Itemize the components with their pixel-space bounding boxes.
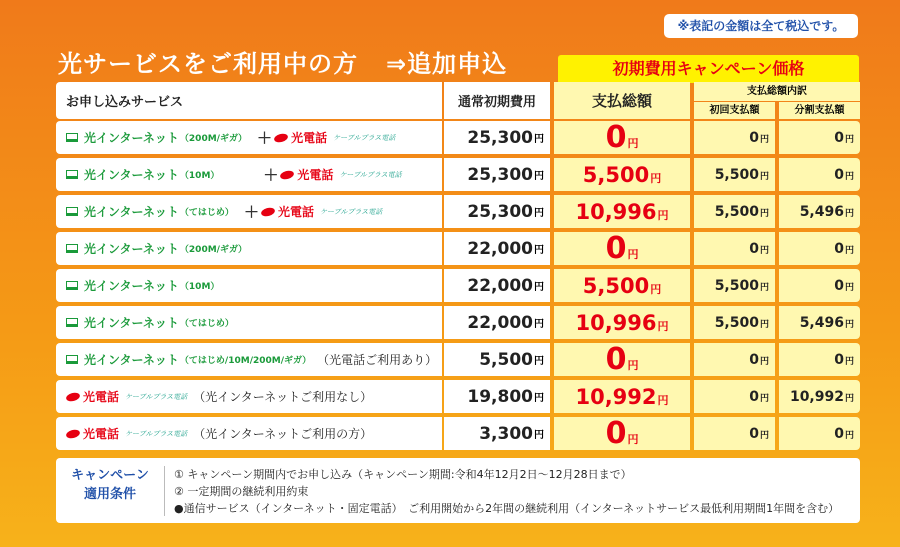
phone-logo-icon	[280, 169, 296, 180]
total-amount	[575, 385, 668, 409]
yen-unit: 円	[844, 430, 854, 441]
split-amount	[800, 315, 854, 331]
total-cell	[554, 380, 690, 413]
plus-sign: ＋	[263, 166, 279, 184]
split-value: 10,992	[789, 388, 844, 405]
split-cell	[779, 158, 860, 191]
total-value: 5,500	[582, 273, 650, 298]
net-spec: （10M）	[179, 282, 220, 292]
yen-unit: 円	[534, 134, 544, 145]
normal-fee-cell	[444, 121, 550, 154]
table-row	[56, 269, 860, 302]
normal-fee-value: 19,800	[467, 386, 533, 407]
net-service	[66, 166, 219, 183]
normal-fee-cell	[444, 343, 550, 376]
split-amount	[834, 241, 854, 257]
initial-amount	[749, 426, 769, 442]
tel-label: 光電話	[277, 205, 314, 219]
tel-label: 光電話	[291, 131, 328, 145]
total-cell	[554, 121, 690, 154]
page-title-main: 光サービスをご利用中の方	[58, 50, 358, 78]
yen-unit: 円	[759, 134, 769, 145]
split-value: 5,496	[799, 314, 844, 331]
total-cell	[554, 306, 690, 339]
normal-fee-cell	[444, 195, 550, 228]
initial-value: 5,500	[714, 277, 759, 294]
split-cell	[779, 232, 860, 265]
page-title-suffix: ⇒追加申込	[386, 50, 508, 78]
campaign-conditions	[56, 458, 860, 523]
computer-icon	[66, 318, 78, 327]
service-note: （光電話ご利用あり）	[317, 353, 438, 367]
total-cell	[554, 232, 690, 265]
normal-fee-value: 22,000	[467, 312, 533, 333]
initial-cell	[694, 380, 775, 413]
tel-label: 光電話	[297, 168, 334, 182]
split-amount	[834, 167, 854, 183]
total-value: 0	[605, 231, 627, 266]
split-cell	[779, 121, 860, 154]
cable-plus-label: ケーブルプラス電話	[319, 207, 383, 216]
split-value: 0	[834, 351, 844, 368]
computer-icon	[66, 133, 78, 142]
yen-unit: 円	[657, 208, 669, 222]
tel-service	[66, 425, 119, 442]
phone-logo-icon	[273, 132, 289, 143]
tel-label: 光電話	[83, 427, 120, 441]
plus-sign: ＋	[243, 203, 259, 221]
yen-unit: 円	[534, 208, 544, 219]
net-spec: （てはじめ/10M/200M/ギガ）	[179, 356, 312, 366]
computer-icon	[66, 170, 78, 179]
conditions-title-line2: 適用条件	[83, 487, 136, 502]
yen-unit: 円	[759, 171, 769, 182]
service-cell	[56, 195, 442, 228]
yen-unit: 円	[844, 356, 854, 367]
yen-unit: 円	[534, 319, 544, 330]
split-value: 5,496	[799, 203, 844, 220]
initial-value: 0	[749, 388, 759, 405]
total-cell	[554, 417, 690, 450]
yen-unit: 円	[657, 319, 669, 333]
total-amount	[606, 231, 639, 266]
yen-unit: 円	[844, 171, 854, 182]
service-note: （光インターネットご利用なし）	[193, 390, 373, 404]
split-cell	[779, 343, 860, 376]
initial-value: 0	[749, 351, 759, 368]
condition-2: ② 一定期間の継続利用約束	[174, 485, 309, 498]
net-label: 光インターネット	[84, 353, 179, 367]
campaign-banner: 初期費用キャンペーン価格	[558, 55, 859, 83]
initial-amount	[749, 130, 769, 146]
yen-unit: 円	[759, 356, 769, 367]
yen-unit: 円	[534, 171, 544, 182]
yen-unit: 円	[759, 208, 769, 219]
yen-unit: 円	[844, 245, 854, 256]
total-cell	[554, 158, 690, 191]
tax-note: ※表記の金額は全て税込です。	[664, 14, 858, 38]
yen-unit: 円	[627, 137, 639, 150]
net-label: 光インターネット	[84, 205, 179, 219]
total-value: 10,996	[575, 199, 657, 224]
net-spec: （10M）	[179, 171, 220, 181]
net-spec: （てはじめ）	[179, 319, 234, 329]
service-cell	[56, 269, 442, 302]
computer-icon	[66, 207, 78, 216]
table-header	[56, 82, 860, 119]
total-amount	[606, 416, 639, 451]
initial-amount	[749, 389, 769, 405]
yen-unit: 円	[657, 393, 669, 407]
table-row	[56, 380, 860, 413]
split-amount	[834, 352, 854, 368]
tel-label: 光電話	[83, 390, 120, 404]
yen-unit: 円	[650, 282, 662, 296]
yen-unit: 円	[844, 393, 854, 404]
total-amount	[583, 163, 661, 187]
phone-logo-icon	[65, 391, 81, 402]
total-cell	[554, 343, 690, 376]
yen-unit: 円	[627, 248, 639, 261]
total-amount	[606, 342, 639, 377]
normal-fee-cell	[444, 417, 550, 450]
yen-unit: 円	[759, 319, 769, 330]
initial-cell	[694, 306, 775, 339]
header-service: お申し込みサービス	[56, 82, 442, 119]
header-initial: 初回支払額	[694, 102, 775, 119]
cable-plus-label: ケーブルプラス電話	[125, 392, 188, 401]
service-cell	[56, 158, 442, 191]
total-value: 0	[605, 120, 627, 155]
service-note: （光インターネットご利用の方）	[193, 427, 373, 441]
initial-value: 0	[749, 129, 759, 146]
initial-amount	[715, 278, 769, 294]
table-row	[56, 232, 860, 265]
phone-logo-icon	[260, 206, 276, 217]
initial-value: 0	[749, 425, 759, 442]
header-split: 分割支払額	[779, 102, 860, 119]
tel-service	[66, 388, 119, 405]
plus-sign: ＋	[257, 129, 273, 147]
split-value: 0	[834, 240, 844, 257]
yen-unit: 円	[844, 282, 854, 293]
split-amount	[834, 278, 854, 294]
table-row	[56, 195, 860, 228]
split-amount	[790, 389, 854, 405]
tel-service	[274, 129, 327, 146]
header-total: 支払総額	[554, 82, 690, 119]
cable-plus-label: ケーブルプラス電話	[339, 170, 402, 179]
split-value: 0	[834, 425, 844, 442]
computer-icon	[66, 244, 78, 253]
initial-amount	[715, 315, 769, 331]
initial-value: 0	[749, 240, 759, 257]
net-spec: （200M/ギガ）	[179, 245, 248, 255]
net-label: 光インターネット	[84, 242, 179, 256]
total-amount	[583, 274, 661, 298]
table-row	[56, 343, 860, 376]
split-cell	[779, 380, 860, 413]
yen-unit: 円	[627, 359, 639, 372]
normal-fee-cell	[444, 269, 550, 302]
initial-cell	[694, 121, 775, 154]
total-value: 0	[605, 416, 627, 451]
total-value: 10,996	[575, 310, 657, 335]
split-amount	[800, 204, 854, 220]
net-label: 光インターネット	[84, 316, 179, 330]
normal-fee-cell	[444, 380, 550, 413]
initial-cell	[694, 158, 775, 191]
split-value: 0	[834, 129, 844, 146]
net-spec: （てはじめ）	[179, 208, 234, 218]
net-service	[66, 240, 247, 257]
conditions-title-line1: キャンペーン	[71, 468, 149, 483]
phone-logo-icon	[65, 428, 81, 439]
split-cell	[779, 195, 860, 228]
initial-cell	[694, 269, 775, 302]
net-service	[66, 314, 234, 331]
split-amount	[834, 130, 854, 146]
initial-cell	[694, 232, 775, 265]
header-normal-fee: 通常初期費用	[444, 82, 550, 119]
service-cell	[56, 380, 442, 413]
initial-value: 5,500	[714, 166, 759, 183]
tel-service	[261, 203, 314, 220]
normal-fee-value: 22,000	[467, 275, 533, 296]
condition-1: ① キャンペーン期間内でお申し込み（キャンペーン期間:令和4年12月2日〜12月28日まで）	[174, 468, 632, 481]
total-value: 5,500	[582, 162, 650, 187]
service-cell	[56, 232, 442, 265]
conditions-list	[174, 466, 839, 517]
page-title	[58, 44, 507, 79]
total-amount	[575, 311, 668, 335]
split-value: 0	[834, 277, 844, 294]
initial-amount	[715, 167, 769, 183]
service-cell	[56, 306, 442, 339]
net-spec: （200M/ギガ）	[179, 134, 248, 144]
yen-unit: 円	[534, 282, 544, 293]
net-label: 光インターネット	[84, 279, 179, 293]
net-service	[66, 203, 234, 220]
yen-unit: 円	[844, 319, 854, 330]
yen-unit: 円	[759, 430, 769, 441]
total-cell	[554, 195, 690, 228]
net-label: 光インターネット	[84, 131, 179, 145]
conditions-divider	[164, 466, 165, 516]
table-row	[56, 417, 860, 450]
net-service	[66, 351, 311, 368]
net-label: 光インターネット	[84, 168, 179, 182]
cable-plus-label: ケーブルプラス電話	[333, 133, 396, 142]
yen-unit: 円	[534, 245, 544, 256]
normal-fee-cell	[444, 158, 550, 191]
header-breakdown: 支払総額内訳	[694, 82, 860, 101]
yen-unit: 円	[627, 433, 639, 446]
total-cell	[554, 269, 690, 302]
net-service	[66, 129, 247, 146]
table-row	[56, 158, 860, 191]
table-row	[56, 306, 860, 339]
yen-unit: 円	[844, 208, 854, 219]
initial-cell	[694, 343, 775, 376]
initial-amount	[749, 241, 769, 257]
initial-value: 5,500	[714, 203, 759, 220]
tel-service	[280, 166, 333, 183]
service-cell	[56, 121, 442, 154]
yen-unit: 円	[759, 282, 769, 293]
split-cell	[779, 306, 860, 339]
service-cell	[56, 343, 442, 376]
total-value: 10,992	[575, 384, 657, 409]
normal-fee-cell	[444, 232, 550, 265]
yen-unit: 円	[844, 134, 854, 145]
yen-unit: 円	[759, 393, 769, 404]
initial-value: 5,500	[714, 314, 759, 331]
split-value: 0	[834, 166, 844, 183]
net-service	[66, 277, 219, 294]
normal-fee-value: 25,300	[467, 127, 533, 148]
total-amount	[575, 200, 668, 224]
normal-fee-value: 25,300	[467, 164, 533, 185]
normal-fee-value: 25,300	[467, 201, 533, 222]
yen-unit: 円	[650, 171, 662, 185]
normal-fee-value: 22,000	[467, 238, 533, 259]
yen-unit: 円	[759, 245, 769, 256]
normal-fee-cell	[444, 306, 550, 339]
initial-cell	[694, 417, 775, 450]
yen-unit: 円	[534, 356, 544, 367]
total-value: 0	[605, 342, 627, 377]
cable-plus-label: ケーブルプラス電話	[125, 429, 188, 438]
condition-3: ●通信サービス（インターネット・固定電話） ご利用開始から2年間の継続利用（インターネットサービス最低利用期間1年間を含む）	[174, 502, 840, 515]
computer-icon	[66, 355, 78, 364]
normal-fee-value: 3,300	[479, 423, 533, 444]
normal-fee-value: 5,500	[479, 349, 533, 370]
computer-icon	[66, 281, 78, 290]
split-amount	[834, 426, 854, 442]
total-amount	[606, 120, 639, 155]
split-cell	[779, 417, 860, 450]
split-cell	[779, 269, 860, 302]
initial-amount	[749, 352, 769, 368]
conditions-title	[56, 466, 164, 504]
initial-amount	[715, 204, 769, 220]
yen-unit: 円	[534, 430, 544, 441]
service-cell	[56, 417, 442, 450]
yen-unit: 円	[534, 393, 544, 404]
initial-cell	[694, 195, 775, 228]
table-row	[56, 121, 860, 154]
